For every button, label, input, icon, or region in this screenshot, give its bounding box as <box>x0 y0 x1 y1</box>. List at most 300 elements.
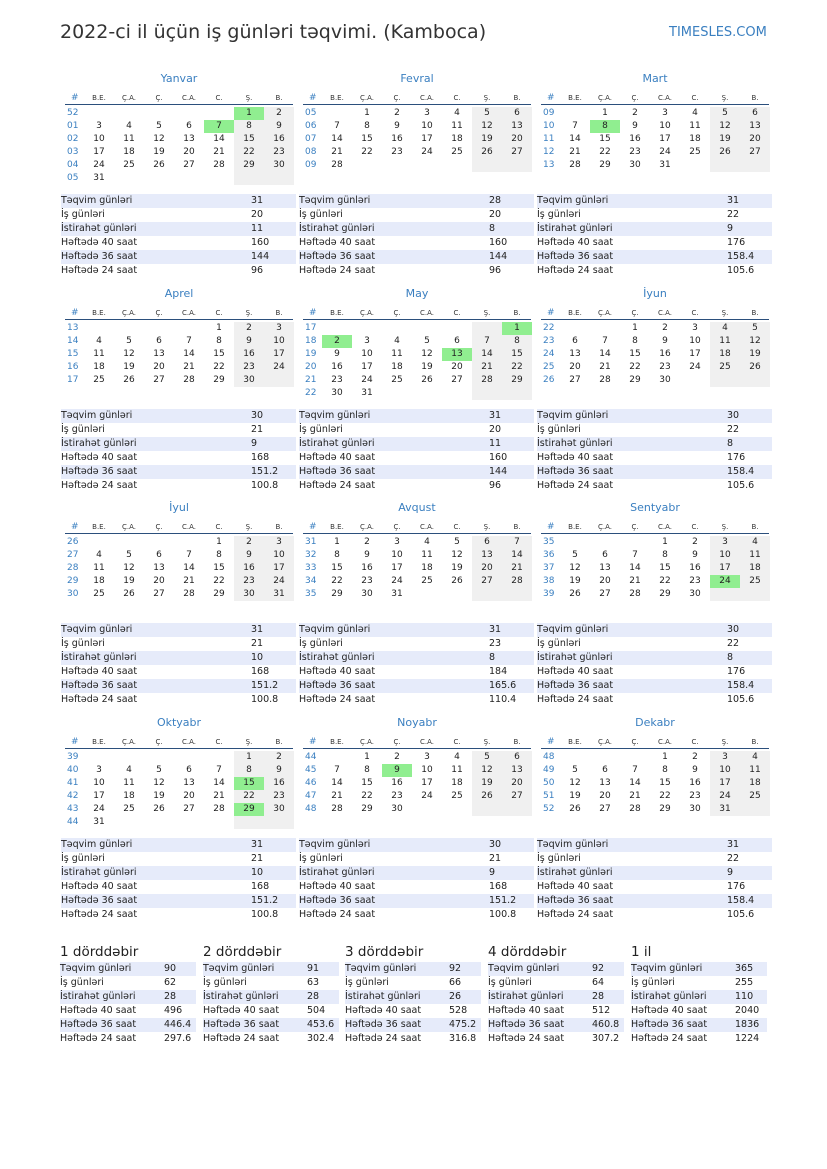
calendar-day[interactable]: 10 <box>710 764 740 777</box>
calendar-day[interactable]: 13 <box>502 120 532 133</box>
calendar-day[interactable]: 25 <box>451 791 463 801</box>
calendar-day[interactable]: 26 <box>569 804 581 814</box>
calendar-day[interactable]: 1 <box>364 752 370 762</box>
calendar-day[interactable]: 25 <box>740 575 770 588</box>
calendar-day[interactable]: 23 <box>391 791 403 801</box>
calendar-day[interactable]: 1 <box>216 323 222 333</box>
calendar-day[interactable]: 29 <box>502 374 532 387</box>
calendar-day[interactable]: 27 <box>599 804 611 814</box>
calendar-day[interactable]: 23 <box>689 791 701 801</box>
calendar-day[interactable]: 22 <box>213 576 225 586</box>
calendar-day[interactable]: 20 <box>599 576 611 586</box>
calendar-day[interactable]: 7 <box>632 765 638 775</box>
calendar-day[interactable]: 13 <box>472 549 502 562</box>
calendar-day[interactable]: 20 <box>740 133 770 146</box>
calendar-day[interactable]: 17 <box>710 562 740 575</box>
calendar-day[interactable]: 7 <box>572 121 578 131</box>
calendar-day[interactable]: 27 <box>502 790 532 803</box>
calendar-day[interactable]: 19 <box>421 362 433 372</box>
calendar-day[interactable]: 16 <box>331 362 343 372</box>
calendar-day[interactable]: 20 <box>451 362 463 372</box>
calendar-day[interactable]: 10 <box>391 550 403 560</box>
calendar-day[interactable]: 14 <box>213 134 225 144</box>
calendar-day[interactable]: 25 <box>421 576 433 586</box>
calendar-day[interactable]: 3 <box>264 536 294 549</box>
calendar-day[interactable]: 16 <box>264 133 294 146</box>
calendar-day[interactable]: 4 <box>96 336 102 346</box>
calendar-day[interactable]: 8 <box>216 336 222 346</box>
calendar-day[interactable]: 30 <box>234 588 264 601</box>
calendar-day[interactable]: 17 <box>689 349 701 359</box>
calendar-day[interactable]: 11 <box>710 335 740 348</box>
calendar-day[interactable]: 9 <box>692 550 698 560</box>
calendar-day[interactable]: 21 <box>629 576 641 586</box>
calendar-day[interactable]: 6 <box>186 121 192 131</box>
calendar-day[interactable]: 10 <box>421 765 433 775</box>
calendar-day[interactable]: 10 <box>264 335 294 348</box>
calendar-day[interactable]: 28 <box>502 575 532 588</box>
calendar-day[interactable]: 17 <box>659 134 671 144</box>
calendar-day[interactable]: 26 <box>710 146 740 159</box>
calendar-day[interactable]: 31 <box>361 388 373 398</box>
calendar-day[interactable]: 28 <box>599 375 611 385</box>
calendar-day[interactable]: 27 <box>472 575 502 588</box>
calendar-day[interactable]: 15 <box>659 563 671 573</box>
calendar-day[interactable]: 2 <box>364 537 370 547</box>
calendar-day[interactable]: 19 <box>451 563 463 573</box>
calendar-day[interactable]: 11 <box>421 550 433 560</box>
calendar-day[interactable]: 29 <box>659 589 671 599</box>
calendar-day[interactable]: 10 <box>689 336 701 346</box>
calendar-day[interactable]: 3 <box>96 121 102 131</box>
calendar-day[interactable]: 8 <box>364 765 370 775</box>
calendar-day[interactable]: 20 <box>183 147 195 157</box>
calendar-day[interactable]: 28 <box>629 589 641 599</box>
calendar-day[interactable]: 7 <box>216 765 222 775</box>
calendar-day[interactable]: 8 <box>364 121 370 131</box>
calendar-day[interactable]: 29 <box>361 804 373 814</box>
calendar-day[interactable]: 17 <box>421 778 433 788</box>
calendar-day[interactable]: 22 <box>234 790 264 803</box>
calendar-day[interactable]: 11 <box>689 121 701 131</box>
calendar-day[interactable]: 14 <box>213 778 225 788</box>
calendar-day[interactable]: 20 <box>569 362 581 372</box>
calendar-day[interactable]: 10 <box>361 349 373 359</box>
calendar-day[interactable]: 12 <box>740 335 770 348</box>
calendar-day[interactable]: 18 <box>740 777 770 790</box>
calendar-day[interactable]: 6 <box>602 765 608 775</box>
calendar-day[interactable]: 21 <box>331 147 343 157</box>
calendar-day[interactable]: 21 <box>629 791 641 801</box>
calendar-day[interactable]: 7 <box>186 550 192 560</box>
calendar-day[interactable]: 6 <box>740 107 770 120</box>
calendar-day[interactable]: 9 <box>364 550 370 560</box>
calendar-day[interactable]: 12 <box>153 134 165 144</box>
calendar-day[interactable]: 23 <box>331 375 343 385</box>
calendar-day[interactable]: 15 <box>331 563 343 573</box>
calendar-day[interactable]: 24 <box>93 804 105 814</box>
calendar-day[interactable]: 14 <box>183 563 195 573</box>
calendar-day[interactable]: 2 <box>632 108 638 118</box>
calendar-day[interactable]: 8 <box>234 120 264 133</box>
calendar-day[interactable]: 6 <box>454 336 460 346</box>
calendar-day[interactable]: 18 <box>451 778 463 788</box>
calendar-day[interactable]: 13 <box>740 120 770 133</box>
calendar-day[interactable]: 13 <box>599 563 611 573</box>
calendar-day[interactable]: 29 <box>629 375 641 385</box>
calendar-day[interactable]: 27 <box>153 589 165 599</box>
calendar-day[interactable]: 6 <box>502 107 532 120</box>
calendar-day[interactable]: 15 <box>599 134 611 144</box>
calendar-day[interactable]: 18 <box>391 362 403 372</box>
calendar-day[interactable]: 7 <box>632 550 638 560</box>
calendar-day[interactable]: 2 <box>692 537 698 547</box>
calendar-day[interactable]: 2 <box>692 752 698 762</box>
calendar-day[interactable]: 1 <box>364 108 370 118</box>
calendar-day[interactable]: 3 <box>692 323 698 333</box>
calendar-day[interactable]: 9 <box>234 549 264 562</box>
calendar-day[interactable]: 17 <box>93 147 105 157</box>
calendar-day[interactable]: 19 <box>123 362 135 372</box>
calendar-day[interactable]: 15 <box>234 133 264 146</box>
calendar-day[interactable]: 13 <box>153 349 165 359</box>
calendar-day[interactable]: 6 <box>572 336 578 346</box>
calendar-day[interactable]: 4 <box>740 751 770 764</box>
calendar-day[interactable]: 10 <box>93 134 105 144</box>
calendar-day[interactable]: 3 <box>424 752 430 762</box>
calendar-day[interactable]: 23 <box>234 575 264 588</box>
calendar-day[interactable]: 25 <box>740 790 770 803</box>
calendar-day[interactable]: 2 <box>264 107 294 120</box>
calendar-day[interactable]: 30 <box>659 375 671 385</box>
calendar-day[interactable]: 24 <box>391 576 403 586</box>
calendar-day[interactable]: 9 <box>394 121 400 131</box>
calendar-day[interactable]: 27 <box>153 375 165 385</box>
calendar-day[interactable]: 28 <box>183 589 195 599</box>
calendar-day[interactable]: 2 <box>234 322 264 335</box>
calendar-day[interactable]: 12 <box>123 563 135 573</box>
calendar-day[interactable]: 26 <box>740 361 770 374</box>
calendar-day[interactable]: 22 <box>234 146 264 159</box>
calendar-day[interactable]: 22 <box>659 576 671 586</box>
calendar-day[interactable]: 6 <box>156 550 162 560</box>
calendar-day[interactable]: 25 <box>451 147 463 157</box>
calendar-day[interactable]: 23 <box>629 147 641 157</box>
calendar-day[interactable]: 16 <box>689 563 701 573</box>
calendar-day[interactable]: 6 <box>186 765 192 775</box>
calendar-day[interactable]: 25 <box>123 804 135 814</box>
calendar-day[interactable]: 5 <box>472 751 502 764</box>
calendar-day[interactable]: 26 <box>451 576 463 586</box>
calendar-day[interactable]: 9 <box>264 764 294 777</box>
calendar-day[interactable]: 21 <box>213 147 225 157</box>
calendar-day[interactable]: 20 <box>153 576 165 586</box>
holiday-day[interactable]: 9 <box>382 764 412 777</box>
calendar-day[interactable]: 7 <box>502 536 532 549</box>
calendar-day[interactable]: 19 <box>569 576 581 586</box>
calendar-day[interactable]: 5 <box>126 550 132 560</box>
calendar-day[interactable]: 27 <box>569 375 581 385</box>
calendar-day[interactable]: 25 <box>93 589 105 599</box>
calendar-day[interactable]: 21 <box>599 362 611 372</box>
calendar-day[interactable]: 28 <box>183 375 195 385</box>
calendar-day[interactable]: 28 <box>213 804 225 814</box>
calendar-day[interactable]: 7 <box>334 765 340 775</box>
calendar-day[interactable]: 12 <box>451 550 463 560</box>
calendar-day[interactable]: 19 <box>123 576 135 586</box>
calendar-day[interactable]: 7 <box>186 336 192 346</box>
calendar-day[interactable]: 4 <box>740 536 770 549</box>
calendar-day[interactable]: 18 <box>451 134 463 144</box>
calendar-day[interactable]: 27 <box>183 804 195 814</box>
calendar-day[interactable]: 4 <box>424 537 430 547</box>
calendar-day[interactable]: 11 <box>123 134 135 144</box>
holiday-day[interactable]: 1 <box>502 322 532 335</box>
calendar-day[interactable]: 25 <box>391 375 403 385</box>
calendar-day[interactable]: 17 <box>93 791 105 801</box>
calendar-day[interactable]: 29 <box>659 804 671 814</box>
calendar-day[interactable]: 18 <box>123 791 135 801</box>
calendar-day[interactable]: 26 <box>472 146 502 159</box>
calendar-day[interactable]: 29 <box>331 589 343 599</box>
calendar-day[interactable]: 28 <box>331 160 343 170</box>
calendar-day[interactable]: 10 <box>659 121 671 131</box>
calendar-day[interactable]: 21 <box>183 576 195 586</box>
calendar-day[interactable]: 12 <box>153 778 165 788</box>
calendar-day[interactable]: 16 <box>264 777 294 790</box>
calendar-day[interactable]: 22 <box>331 576 343 586</box>
calendar-day[interactable]: 20 <box>502 777 532 790</box>
calendar-day[interactable]: 25 <box>93 375 105 385</box>
calendar-day[interactable]: 11 <box>93 563 105 573</box>
calendar-day[interactable]: 26 <box>123 589 135 599</box>
calendar-day[interactable]: 8 <box>502 335 532 348</box>
calendar-day[interactable]: 24 <box>710 790 740 803</box>
calendar-day[interactable]: 21 <box>331 791 343 801</box>
calendar-day[interactable]: 19 <box>153 791 165 801</box>
calendar-day[interactable]: 29 <box>599 160 611 170</box>
calendar-day[interactable]: 21 <box>213 791 225 801</box>
calendar-day[interactable]: 27 <box>740 146 770 159</box>
calendar-day[interactable]: 14 <box>599 349 611 359</box>
calendar-day[interactable]: 1 <box>234 751 264 764</box>
calendar-day[interactable]: 23 <box>234 361 264 374</box>
calendar-day[interactable]: 5 <box>454 537 460 547</box>
calendar-day[interactable]: 11 <box>451 765 463 775</box>
calendar-day[interactable]: 16 <box>629 134 641 144</box>
calendar-day[interactable]: 31 <box>710 803 740 816</box>
calendar-day[interactable]: 16 <box>361 563 373 573</box>
calendar-day[interactable]: 13 <box>153 563 165 573</box>
calendar-day[interactable]: 4 <box>454 108 460 118</box>
calendar-day[interactable]: 5 <box>572 765 578 775</box>
calendar-day[interactable]: 6 <box>156 336 162 346</box>
calendar-day[interactable]: 2 <box>394 108 400 118</box>
calendar-day[interactable]: 11 <box>93 349 105 359</box>
calendar-day[interactable]: 19 <box>740 348 770 361</box>
calendar-day[interactable]: 26 <box>569 589 581 599</box>
calendar-day[interactable]: 5 <box>472 107 502 120</box>
calendar-day[interactable]: 23 <box>391 147 403 157</box>
calendar-day[interactable]: 20 <box>153 362 165 372</box>
calendar-day[interactable]: 23 <box>361 576 373 586</box>
calendar-day[interactable]: 15 <box>361 778 373 788</box>
calendar-day[interactable]: 7 <box>472 335 502 348</box>
calendar-day[interactable]: 4 <box>692 108 698 118</box>
calendar-day[interactable]: 13 <box>599 778 611 788</box>
calendar-day[interactable]: 12 <box>421 349 433 359</box>
calendar-day[interactable]: 19 <box>472 133 502 146</box>
calendar-day[interactable]: 22 <box>361 791 373 801</box>
holiday-day[interactable]: 15 <box>234 777 264 790</box>
calendar-day[interactable]: 12 <box>569 563 581 573</box>
calendar-day[interactable]: 8 <box>234 764 264 777</box>
calendar-day[interactable]: 30 <box>689 589 701 599</box>
calendar-day[interactable]: 24 <box>421 791 433 801</box>
calendar-day[interactable]: 9 <box>662 336 668 346</box>
calendar-day[interactable]: 26 <box>123 375 135 385</box>
calendar-day[interactable]: 8 <box>334 550 340 560</box>
calendar-day[interactable]: 26 <box>153 160 165 170</box>
calendar-day[interactable]: 30 <box>331 388 343 398</box>
calendar-day[interactable]: 17 <box>361 362 373 372</box>
calendar-day[interactable]: 6 <box>472 536 502 549</box>
calendar-day[interactable]: 11 <box>391 349 403 359</box>
calendar-day[interactable]: 14 <box>472 348 502 361</box>
holiday-day[interactable]: 1 <box>234 107 264 120</box>
calendar-day[interactable]: 12 <box>710 120 740 133</box>
calendar-day[interactable]: 2 <box>264 751 294 764</box>
calendar-day[interactable]: 17 <box>391 563 403 573</box>
calendar-day[interactable]: 1 <box>216 537 222 547</box>
calendar-day[interactable]: 18 <box>123 147 135 157</box>
calendar-day[interactable]: 12 <box>123 349 135 359</box>
calendar-day[interactable]: 5 <box>156 765 162 775</box>
calendar-day[interactable]: 15 <box>659 778 671 788</box>
calendar-day[interactable]: 17 <box>421 134 433 144</box>
calendar-day[interactable]: 10 <box>93 778 105 788</box>
calendar-day[interactable]: 17 <box>264 348 294 361</box>
calendar-day[interactable]: 2 <box>394 752 400 762</box>
calendar-day[interactable]: 25 <box>123 160 135 170</box>
calendar-day[interactable]: 24 <box>264 575 294 588</box>
calendar-day[interactable]: 14 <box>502 549 532 562</box>
calendar-day[interactable]: 29 <box>213 589 225 599</box>
calendar-day[interactable]: 24 <box>659 147 671 157</box>
calendar-day[interactable]: 21 <box>472 361 502 374</box>
calendar-day[interactable]: 8 <box>662 550 668 560</box>
calendar-day[interactable]: 22 <box>361 147 373 157</box>
calendar-day[interactable]: 3 <box>96 765 102 775</box>
calendar-day[interactable]: 29 <box>234 159 264 172</box>
calendar-day[interactable]: 6 <box>602 550 608 560</box>
calendar-day[interactable]: 31 <box>264 588 294 601</box>
calendar-day[interactable]: 23 <box>689 576 701 586</box>
calendar-day[interactable]: 15 <box>502 348 532 361</box>
calendar-day[interactable]: 15 <box>361 134 373 144</box>
calendar-day[interactable]: 16 <box>391 134 403 144</box>
calendar-day[interactable]: 31 <box>93 173 105 183</box>
calendar-day[interactable]: 15 <box>213 563 225 573</box>
calendar-day[interactable]: 11 <box>740 549 770 562</box>
calendar-day[interactable]: 8 <box>216 550 222 560</box>
calendar-day[interactable]: 20 <box>472 562 502 575</box>
calendar-day[interactable]: 28 <box>629 804 641 814</box>
calendar-day[interactable]: 13 <box>569 349 581 359</box>
calendar-day[interactable]: 25 <box>710 361 740 374</box>
calendar-day[interactable]: 18 <box>421 563 433 573</box>
calendar-day[interactable]: 8 <box>632 336 638 346</box>
calendar-day[interactable]: 3 <box>424 108 430 118</box>
calendar-day[interactable]: 3 <box>264 322 294 335</box>
calendar-day[interactable]: 30 <box>264 803 294 816</box>
calendar-day[interactable]: 1 <box>662 752 668 762</box>
calendar-day[interactable]: 3 <box>710 751 740 764</box>
calendar-day[interactable]: 24 <box>361 375 373 385</box>
calendar-day[interactable]: 5 <box>740 322 770 335</box>
calendar-day[interactable]: 19 <box>153 147 165 157</box>
calendar-day[interactable]: 23 <box>659 362 671 372</box>
calendar-day[interactable]: 14 <box>183 349 195 359</box>
calendar-day[interactable]: 28 <box>472 374 502 387</box>
calendar-day[interactable]: 20 <box>183 791 195 801</box>
calendar-day[interactable]: 9 <box>692 765 698 775</box>
calendar-day[interactable]: 30 <box>234 374 264 387</box>
calendar-day[interactable]: 14 <box>331 134 343 144</box>
calendar-day[interactable]: 27 <box>599 589 611 599</box>
calendar-day[interactable]: 31 <box>93 817 105 827</box>
holiday-day[interactable]: 13 <box>442 348 472 361</box>
calendar-day[interactable]: 15 <box>213 349 225 359</box>
calendar-day[interactable]: 23 <box>264 146 294 159</box>
calendar-day[interactable]: 4 <box>454 752 460 762</box>
calendar-day[interactable]: 24 <box>93 160 105 170</box>
calendar-day[interactable]: 9 <box>632 121 638 131</box>
calendar-day[interactable]: 30 <box>361 589 373 599</box>
calendar-day[interactable]: 23 <box>264 790 294 803</box>
calendar-day[interactable]: 6 <box>502 751 532 764</box>
calendar-day[interactable]: 22 <box>629 362 641 372</box>
calendar-day[interactable]: 2 <box>662 323 668 333</box>
calendar-day[interactable]: 18 <box>689 134 701 144</box>
calendar-day[interactable]: 11 <box>123 778 135 788</box>
calendar-day[interactable]: 26 <box>153 804 165 814</box>
holiday-day[interactable]: 8 <box>590 120 620 133</box>
calendar-day[interactable]: 31 <box>659 160 671 170</box>
holiday-day[interactable]: 29 <box>234 803 264 816</box>
calendar-day[interactable]: 7 <box>602 336 608 346</box>
calendar-day[interactable]: 22 <box>659 791 671 801</box>
calendar-day[interactable]: 16 <box>234 562 264 575</box>
brand-link[interactable]: TIMESLES.COM <box>669 25 767 40</box>
calendar-day[interactable]: 1 <box>632 323 638 333</box>
calendar-day[interactable]: 5 <box>156 121 162 131</box>
calendar-day[interactable]: 3 <box>662 108 668 118</box>
calendar-day[interactable]: 9 <box>334 349 340 359</box>
calendar-day[interactable]: 26 <box>472 790 502 803</box>
calendar-day[interactable]: 1 <box>334 537 340 547</box>
calendar-day[interactable]: 10 <box>710 549 740 562</box>
calendar-day[interactable]: 4 <box>126 121 132 131</box>
calendar-day[interactable]: 17 <box>710 777 740 790</box>
calendar-day[interactable]: 11 <box>740 764 770 777</box>
calendar-day[interactable]: 28 <box>569 160 581 170</box>
calendar-day[interactable]: 10 <box>421 121 433 131</box>
calendar-day[interactable]: 16 <box>391 778 403 788</box>
calendar-day[interactable]: 4 <box>710 322 740 335</box>
calendar-day[interactable]: 21 <box>183 362 195 372</box>
calendar-day[interactable]: 18 <box>710 348 740 361</box>
